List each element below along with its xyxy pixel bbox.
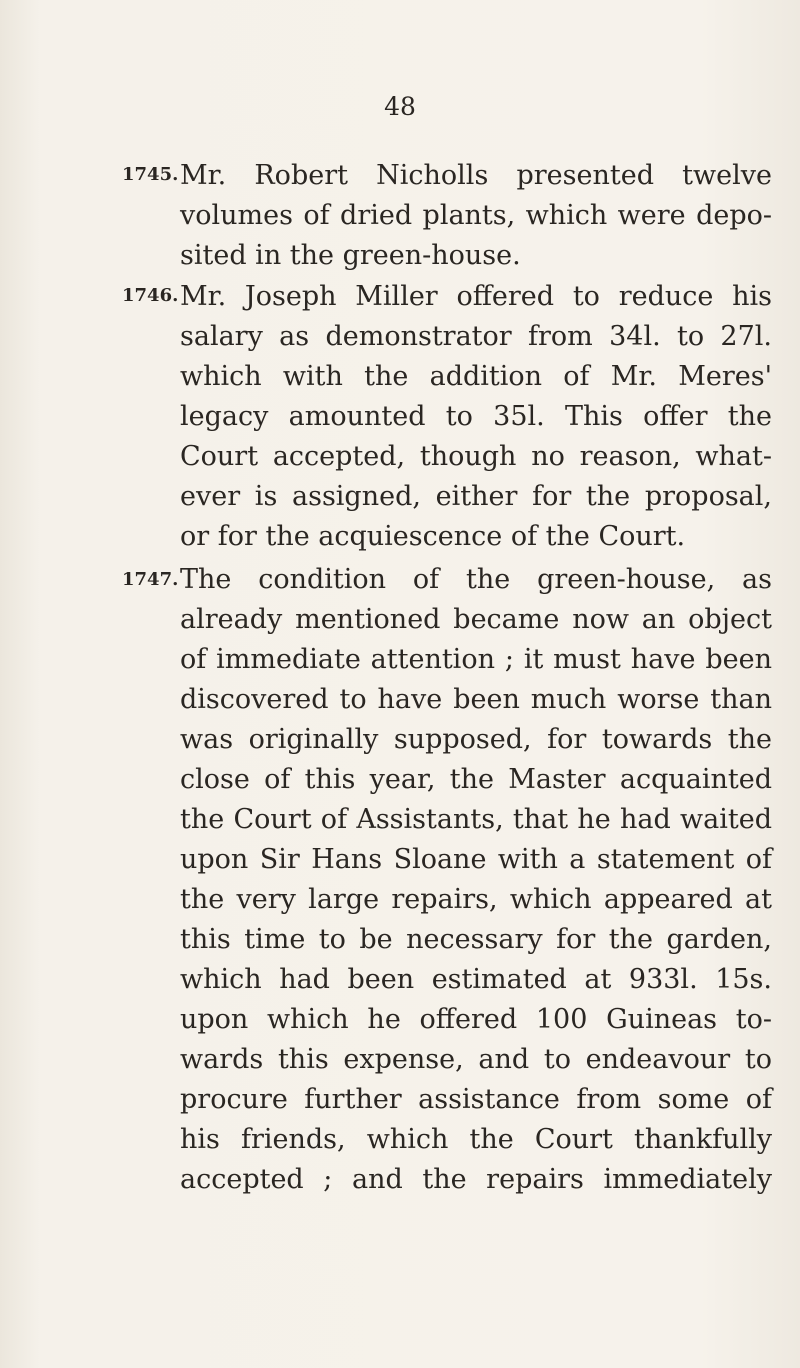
entry-year: 1745. bbox=[122, 164, 179, 185]
text-line: upon which he offered 100 Guineas to- bbox=[180, 1004, 772, 1035]
text-line: which with the addition of Mr. Meres' bbox=[180, 361, 772, 392]
text-line: which had been estimated at 933l. 15s. bbox=[180, 964, 772, 995]
text-line: procure further assistance from some of bbox=[180, 1084, 772, 1115]
entry-year: 1747. bbox=[122, 569, 179, 590]
text-line: ever is assigned, either for the proposal, bbox=[180, 481, 772, 512]
text-line: this time to be necessary for the garden, bbox=[180, 924, 772, 955]
text-line: accepted ; and the repairs immediately bbox=[180, 1164, 772, 1195]
text-line: Mr. Robert Nicholls presented twelve bbox=[180, 160, 772, 191]
text-line: his friends, which the Court thankfully bbox=[180, 1124, 772, 1155]
text-line: sited in the green-house. bbox=[180, 240, 521, 271]
text-line: was originally supposed, for towards the bbox=[180, 724, 772, 755]
entry-1746 bbox=[180, 277, 772, 557]
text-line: already mentioned became now an object bbox=[180, 604, 772, 635]
text-line: Mr. Joseph Miller offered to reduce his bbox=[180, 281, 772, 312]
text-line: or for the acquiescence of the Court. bbox=[180, 521, 686, 552]
text-line: The condition of the green-house, as bbox=[180, 564, 772, 595]
entry-year: 1746. bbox=[122, 285, 179, 306]
entry-1745 bbox=[180, 156, 772, 276]
text-line: discovered to have been much worse than bbox=[180, 684, 772, 715]
text-line: upon Sir Hans Sloane with a statement of bbox=[180, 844, 772, 875]
text-line: of immediate attention ; it must have been bbox=[180, 644, 772, 675]
entry-1747 bbox=[180, 560, 772, 1200]
text-line: wards this expense, and to endeavour to bbox=[180, 1044, 772, 1075]
text-line: the Court of Assistants, that he had waited bbox=[180, 804, 772, 835]
text-line: Court accepted, though no reason, what- bbox=[180, 441, 772, 472]
text-line: salary as demonstrator from 34l. to 27l. bbox=[180, 321, 772, 352]
text-line: legacy amounted to 35l. This offer the bbox=[180, 401, 772, 432]
text-line: close of this year, the Master acquainted bbox=[180, 764, 772, 795]
text-line: the very large repairs, which appeared at bbox=[180, 884, 772, 915]
text-line: volumes of dried plants, which were depo- bbox=[180, 200, 772, 231]
page-number: 48 bbox=[384, 92, 416, 121]
